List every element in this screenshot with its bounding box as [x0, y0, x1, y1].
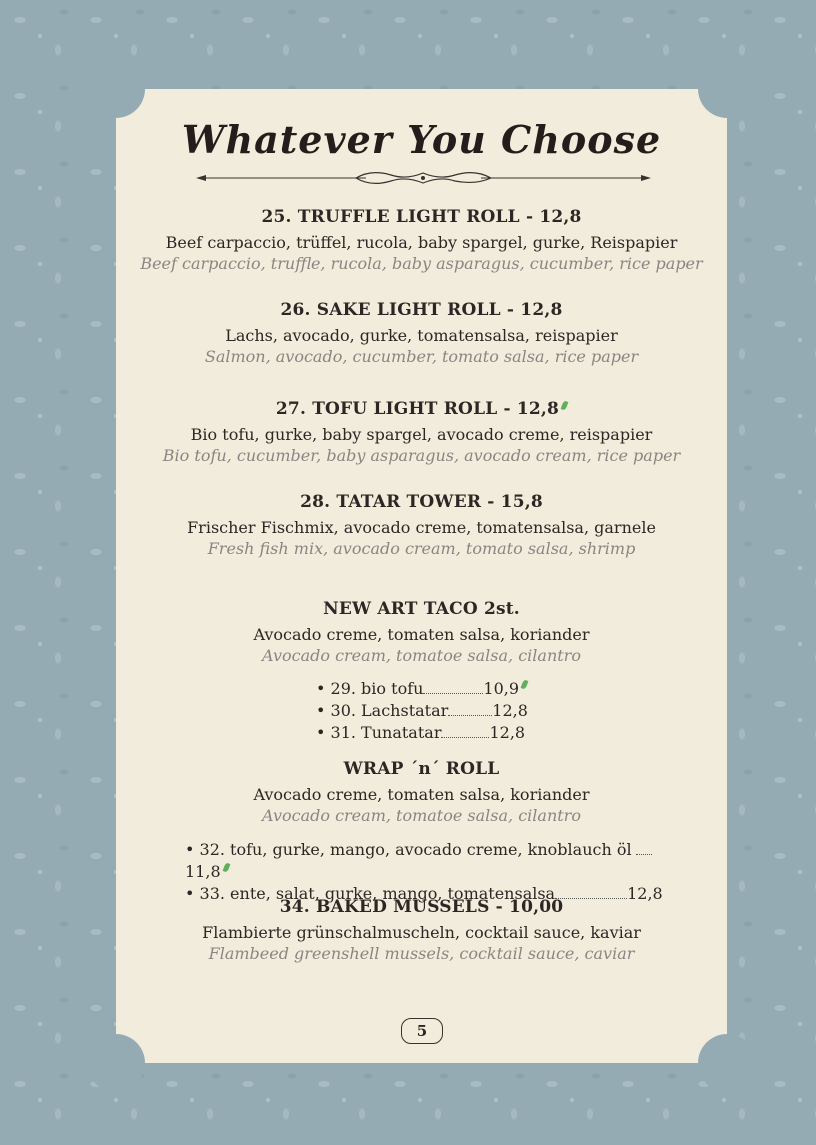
taco-options [316, 678, 536, 744]
item-name: 25. TRUFFLE LIGHT ROLL - 12,8 [261, 207, 582, 227]
vegan-leaf-icon [521, 679, 529, 689]
item-description-de: Avocado creme, tomaten salsa, koriander [253, 785, 590, 804]
item-description-en: Avocado cream, tomatoe salsa, cilantro [262, 646, 581, 665]
menu-item [116, 399, 727, 465]
item-description-en: Avocado cream, tomatoe salsa, cilantro [262, 806, 581, 825]
page-title: Whatever You Choose [181, 117, 662, 162]
item-name: 26. SAKE LIGHT ROLL - 12,8 [280, 300, 563, 320]
item-description-de: Frischer Fischmix, avocado creme, tomatensalsa, garnele [187, 518, 656, 537]
item-description-de: Bio tofu, gurke, baby spargel, avocado creme, reispapier [190, 425, 653, 444]
item-name: 28. TATAR TOWER - 15,8 [300, 492, 543, 512]
item-description-de: Lachs, avocado, gurke, tomatensalsa, reispapier [225, 326, 618, 345]
option-price: 11,8 [185, 862, 221, 881]
option-row: • 33. ente, salat, gurke, mango, tomatensalsa 12,8 [185, 884, 663, 903]
option-row: • 31. Tunatatar 12,8 [316, 723, 526, 742]
item-description-en: Flambeed greenshell mussels, cocktail sauce, caviar [208, 944, 635, 963]
menu-item-taco [116, 599, 727, 665]
option-price: 12,8 [492, 701, 528, 720]
item-description-en: Beef carpaccio, truffle, rucola, baby asparagus, cucumber, rice paper [140, 254, 703, 273]
item-description-de: Flambierte grünschalmuscheln, cocktail sauce, kaviar [202, 923, 641, 942]
option-row: • 32. tofu, gurke, mango, avocado creme, knoblauch öl11,8 [185, 839, 675, 883]
item-description-en: Bio tofu, cucumber, baby asparagus, avocado cream, rice paper [162, 446, 681, 465]
item-description-de: Beef carpaccio, trüffel, rucola, baby spargel, gurke, Reispapier [165, 233, 678, 252]
page-number: 5 [401, 1018, 443, 1044]
ornament-divider-icon [196, 167, 651, 189]
menu-item-wrap [116, 759, 727, 825]
option-row: • 30. Lachstatar 12,8 [316, 701, 528, 720]
item-name: WRAP ´n´ ROLL [343, 759, 500, 779]
menu-item [116, 207, 727, 273]
item-description-en: Salmon, avocado, cucumber, tomato salsa, rice paper [204, 347, 639, 366]
item-name: NEW ART TACO 2st. [323, 599, 520, 619]
menu-card [116, 89, 727, 1063]
menu-item [116, 897, 727, 963]
item-name: 34. BAKED MUSSELS - 10,00 [279, 897, 564, 917]
menu-item [116, 300, 727, 366]
item-name: 27. TOFU LIGHT ROLL - 12,8 [275, 399, 560, 419]
option-price: 12,8 [627, 884, 663, 903]
menu-item [116, 492, 727, 558]
item-description-en: Fresh fish mix, avocado cream, tomato salsa, shrimp [207, 539, 636, 558]
wrap-options [185, 839, 675, 905]
option-price: 10,9 [483, 679, 520, 698]
option-price: 12,8 [489, 723, 526, 742]
vegan-leaf-icon [561, 400, 569, 410]
vegan-leaf-icon [222, 862, 230, 872]
item-description-de: Avocado creme, tomaten salsa, koriander [253, 625, 590, 644]
option-row: • 29. bio tofu 10,9 [316, 678, 536, 700]
